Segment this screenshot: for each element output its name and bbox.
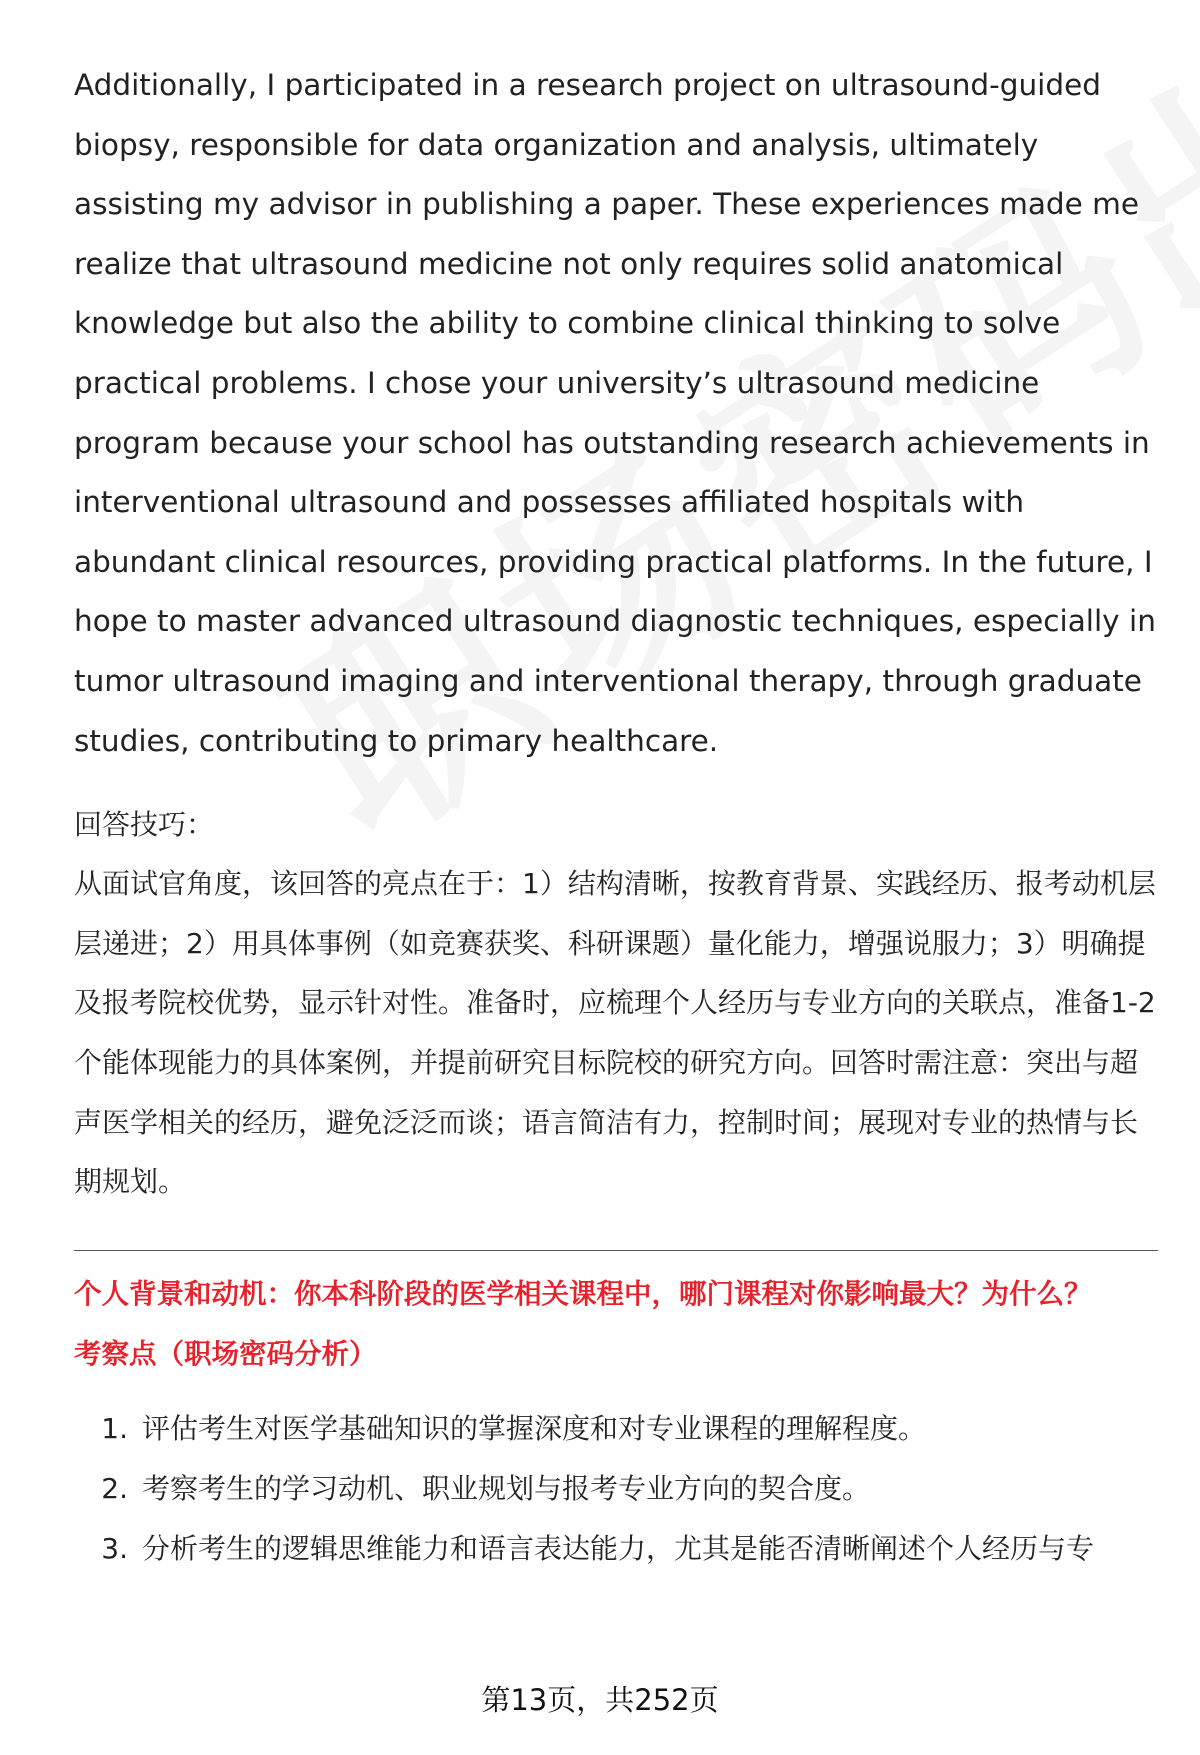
page-number: 第13页，共252页 [481,1683,719,1717]
list-item-number: 3. [101,1531,128,1565]
list-item-text: 评估考生对医学基础知识的掌握深度和对专业课程的理解程度。 [142,1411,927,1445]
list-item [74,1399,1160,1459]
assessment-list [74,1399,1160,1579]
list-item [74,1459,1160,1519]
list-item-text: 考察考生的学习动机、职业规划与报考专业方向的契合度。 [142,1471,871,1505]
tips-body: 从面试官角度，该回答的亮点在于：1）结构清晰，按教育背景、实践经历、报考动机层层递进；2）用具体事例（如竞赛获奖、科研课题）量化能力，增强说服力；3）明确提及报考院校优势，显示针对性。准备时，应梳理个人经历与专业方向的关联点，准备1-2个能体现能力的具体案例，并提前研究目标院校的研究方向。回答时需注意：突出与超声医学相关的经历，避免泛泛而谈；语言简洁有力，控制时间；展现对专业的热情与长期规划。 [74,867,1156,1199]
page-content [74,56,1160,1579]
list-item [74,1519,1160,1579]
tips-label: 回答技巧： [74,808,215,842]
list-item-number: 1. [101,1411,128,1445]
list-item-number: 2. [101,1471,128,1505]
assessment-heading: 考察点（职场密码分析） [74,1337,377,1370]
list-item-text: 分析考生的逻辑思维能力和语言表达能力，尤其是能否清晰阐述个人经历与专 [142,1531,1095,1565]
answer-paragraph: Additionally, I participated in a research project on ultrasound-guided biopsy, responsible for data organization and analysis, ultimately assisting my advisor in publishing a paper. These experiences made me realize that ultrasound medicine not only requires solid anatomical knowledge but also the ability to combine clinical thinking to solve practical problems. I chose your university’s ultrasound medicine program because your school has outstanding research achievements in interventional ultrasound and possesses affiliated hospitals with abundant clinical resources, providing practical platforms. In the future, I hope to master advanced ultrasound diagnostic techniques, especially in tumor ultrasound imaging and interventional therapy, through graduate studies, contributing to primary healthcare. [74,68,1156,758]
section-divider [74,1250,1158,1251]
question-heading: 个人背景和动机：你本科阶段的医学相关课程中，哪门课程对你影响最大？为什么？ [74,1277,1092,1310]
